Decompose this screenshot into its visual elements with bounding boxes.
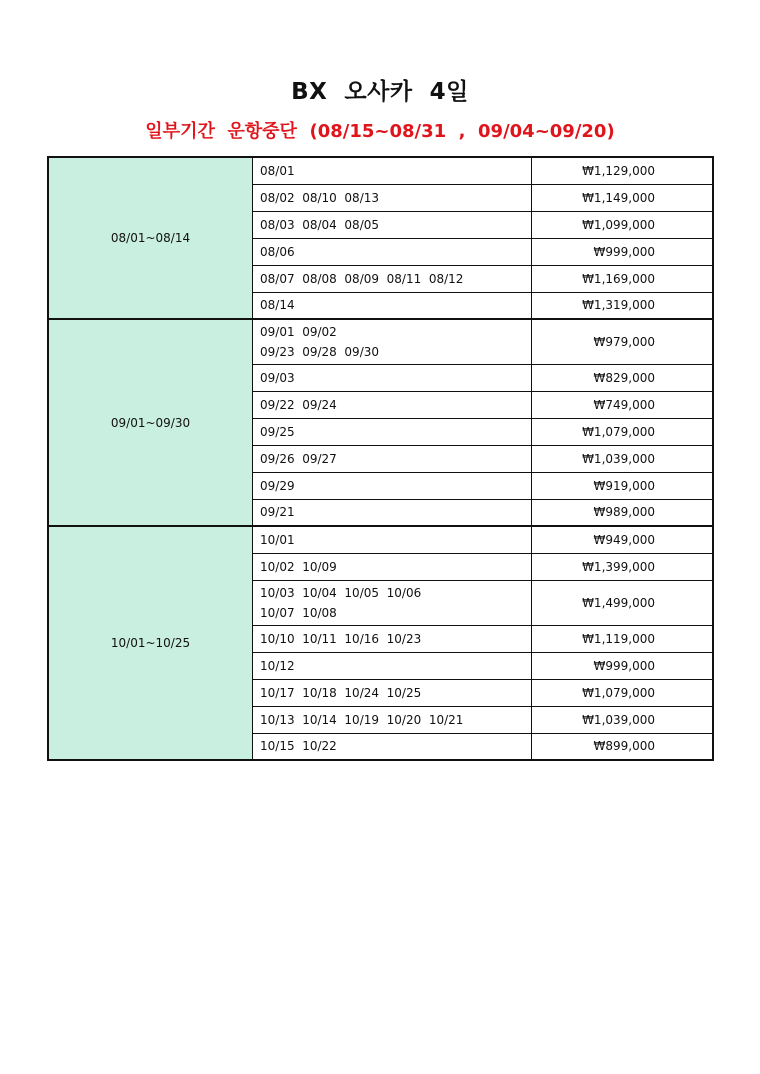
departure-dates-cell bbox=[253, 472, 532, 499]
price-cell: ₩989,000 bbox=[532, 499, 714, 526]
departure-dates-line: 08/07 08/08 08/09 08/11 08/12 bbox=[260, 271, 464, 286]
page-title: BX 오사카 4일 bbox=[291, 79, 469, 105]
price-cell: ₩1,099,000 bbox=[532, 211, 714, 238]
departure-dates-cell bbox=[253, 499, 532, 526]
price-cell: ₩919,000 bbox=[532, 472, 714, 499]
departure-dates-line: 10/10 10/11 10/16 10/23 bbox=[260, 631, 422, 646]
table-row bbox=[48, 319, 713, 364]
departure-dates-cell bbox=[253, 445, 532, 472]
price-cell: ₩749,000 bbox=[532, 391, 714, 418]
price-cell: ₩1,079,000 bbox=[532, 679, 714, 706]
price-cell: ₩999,000 bbox=[532, 652, 714, 679]
departure-dates-line: 10/17 10/18 10/24 10/25 bbox=[260, 685, 422, 700]
departure-dates-cell bbox=[253, 184, 532, 211]
period-cell: 09/01~09/30 bbox=[48, 319, 253, 526]
departure-dates-cell bbox=[253, 580, 532, 625]
departure-dates-cell bbox=[253, 265, 532, 292]
departure-dates-line: 09/22 09/24 bbox=[260, 397, 337, 412]
departure-dates-line: 10/15 10/22 bbox=[260, 739, 337, 754]
departure-dates-line: 10/02 10/09 bbox=[260, 559, 337, 574]
departure-dates-line: 08/03 08/04 08/05 bbox=[260, 217, 380, 232]
departure-dates-cell bbox=[253, 526, 532, 553]
price-cell: ₩979,000 bbox=[532, 319, 714, 364]
departure-dates-line: 10/13 10/14 10/19 10/20 10/21 bbox=[260, 712, 464, 727]
departure-dates-line: 10/12 bbox=[260, 658, 295, 673]
departure-dates-line: 09/01 09/02 bbox=[260, 324, 337, 339]
departure-dates-line: 09/21 bbox=[260, 505, 295, 520]
price-cell: ₩1,399,000 bbox=[532, 553, 714, 580]
price-cell: ₩1,149,000 bbox=[532, 184, 714, 211]
price-cell: ₩1,169,000 bbox=[532, 265, 714, 292]
price-cell: ₩1,319,000 bbox=[532, 292, 714, 319]
departure-dates-cell bbox=[253, 364, 532, 391]
departure-dates-line: 10/01 bbox=[260, 532, 295, 547]
table-row bbox=[48, 526, 713, 553]
departure-dates-cell bbox=[253, 319, 532, 364]
departure-dates-line: 09/29 bbox=[260, 478, 295, 493]
price-table bbox=[47, 156, 714, 761]
price-cell: ₩949,000 bbox=[532, 526, 714, 553]
price-cell: ₩829,000 bbox=[532, 364, 714, 391]
price-cell: ₩999,000 bbox=[532, 238, 714, 265]
price-cell: ₩1,079,000 bbox=[532, 418, 714, 445]
departure-dates-line: 09/25 bbox=[260, 424, 295, 439]
price-cell: ₩1,039,000 bbox=[532, 445, 714, 472]
departure-dates-cell bbox=[253, 652, 532, 679]
suspension-notice: 일부기간 운항중단 (08/15~08/31 , 09/04~09/20) bbox=[145, 121, 615, 142]
departure-dates-line: 08/14 bbox=[260, 298, 295, 313]
departure-dates-line: 10/07 10/08 bbox=[260, 605, 337, 620]
departure-dates-cell bbox=[253, 238, 532, 265]
price-cell: ₩1,119,000 bbox=[532, 625, 714, 652]
departure-dates-line: 09/26 09/27 bbox=[260, 451, 337, 466]
departure-dates-line: 08/06 bbox=[260, 244, 295, 259]
departure-dates-cell bbox=[253, 733, 532, 760]
price-cell: ₩1,499,000 bbox=[532, 580, 714, 625]
departure-dates-cell bbox=[253, 706, 532, 733]
departure-dates-cell bbox=[253, 292, 532, 319]
period-cell: 08/01~08/14 bbox=[48, 157, 253, 319]
departure-dates-cell bbox=[253, 679, 532, 706]
departure-dates-cell bbox=[253, 211, 532, 238]
departure-dates-line: 09/03 bbox=[260, 370, 295, 385]
departure-dates-cell bbox=[253, 418, 532, 445]
price-cell: ₩899,000 bbox=[532, 733, 714, 760]
price-table-body bbox=[48, 157, 713, 760]
price-cell: ₩1,129,000 bbox=[532, 157, 714, 184]
departure-dates-cell bbox=[253, 391, 532, 418]
departure-dates-line: 08/01 bbox=[260, 163, 295, 178]
table-row bbox=[48, 157, 713, 184]
departure-dates-cell bbox=[253, 553, 532, 580]
departure-dates-line: 09/23 09/28 09/30 bbox=[260, 344, 380, 359]
departure-dates-line: 08/02 08/10 08/13 bbox=[260, 190, 380, 205]
departure-dates-cell bbox=[253, 625, 532, 652]
departure-dates-line: 10/03 10/04 10/05 10/06 bbox=[260, 585, 422, 600]
departure-dates-cell bbox=[253, 157, 532, 184]
period-cell: 10/01~10/25 bbox=[48, 526, 253, 760]
price-cell: ₩1,039,000 bbox=[532, 706, 714, 733]
